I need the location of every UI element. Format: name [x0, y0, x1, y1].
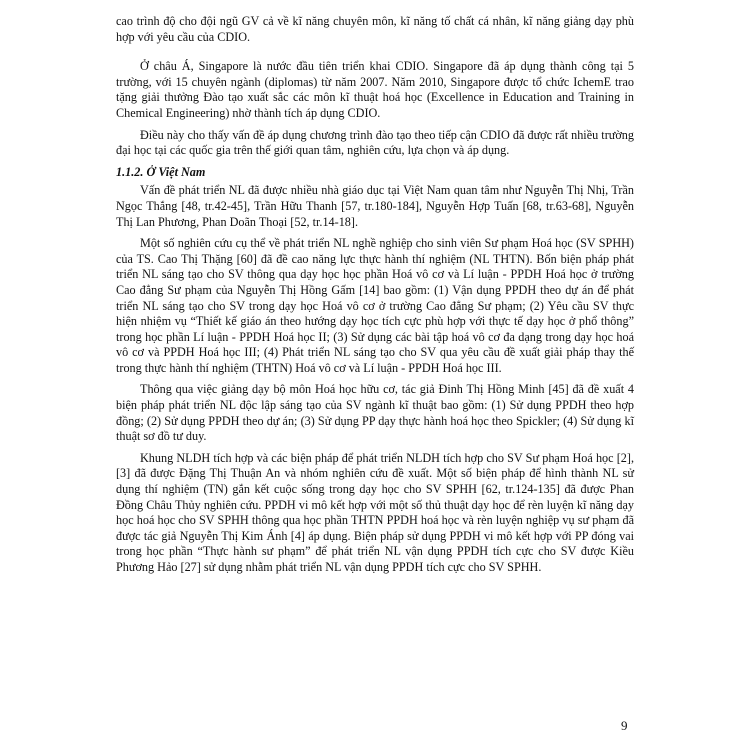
- page-number: 9: [621, 718, 628, 733]
- paragraph-research-measures: Một số nghiên cứu cụ thể về phát triển NL nghề nghiệp cho sinh viên Sư phạm Hoá học (SV SPHH) của TS. Cao Thị Thặng [60] đã đề cao năng lực thực hành thí nghiệm (NL THTN). Bốn biện pháp phát triển NL sáng tạo cho SV thông qua dạy học học phần Hoá vô cơ và Lí luận - PPDH Hoá học ở trường Cao đẳng Sư phạm của Nguyễn Thị Hồng Gấm [14] bao gồm: (1) Vận dụng PPDH theo dự án để phát triển NL sáng tạo cho SV trong dạy học Hoá vô cơ ở trường Cao đẳng Sư phạm; (2) Yêu cầu SV thực hiện nhiệm vụ “Thiết kế giáo án theo hướng dạy học tích cực phù hợp với thực tế dạy học ở phổ thông” trong học phần Lí luận - PPDH Hoá học II; (3) Sử dụng các bài tập hoá vô cơ đa dạng trong dạy học hoá vô cơ và PPDH Hoá học III; (4) Phát triển NL sáng tạo cho SV qua yêu cầu đề xuất giải pháp thay thế trong thực hành thí nghiệm (THTN) Hoá vô cơ và Lí luận - PPDH Hoá học III.: [116, 236, 634, 375]
- paragraph-continuation: cao trình độ cho đội ngũ GV cả về kĩ năng chuyên môn, kĩ năng tố chất cá nhân, kĩ năng giảng dạy phù hợp với yêu cầu của CDIO.: [116, 14, 634, 44]
- paragraph-integrated-framework: Khung NLDH tích hợp và các biện pháp để phát triển NLDH tích hợp cho SV Sư phạm Hoá học [2], [3] đã được Đặng Thị Thuận An và nhóm nghiên cứu đề xuất. Một số biện pháp để hình thành NL sử dụng thí nghiệm (TN) gắn kết cuộc sống trong dạy học cho SV SPHH [62, tr.124-135] đã được Phan Đồng Châu Thủy nghiên cứu. PPDH vi mô kết hợp với một số thủ thuật dạy học để rèn luyện kĩ năng dạy học hoá học cho SV SPHH thông qua học phần THTN PPDH hoá học và rèn luyện nghiệp vụ sư phạm đã được tác giả Nguyễn Thị Kim Ánh [4] áp dụng. Biện pháp sử dụng PPDH vi mô kết hợp với PP đóng vai trong học phần “Thực hành sư phạm” để phát triển NL vận dụng PPDH tích cực cho SV được Kiều Phương Hảo [27] sử dụng nhằm phát triển NL vận dụng PPDH tích cực cho SV SPHH.: [116, 450, 634, 574]
- paragraph-singapore: Ở châu Á, Singapore là nước đầu tiên triển khai CDIO. Singapore đã áp dụng thành công tại 5 trường, với 15 chuyên ngành (diplomas) từ năm 2007. Năm 2010, Singapore được tổ chức IchemE trao tặng giải thưởng Đào tạo xuất sắc các môn kĩ thuật hoá học (Excellence in Education and Training in Chemical Engineering) nhờ thành tích áp dụng CDIO.: [116, 59, 634, 120]
- paragraph-organic-chemistry: Thông qua việc giảng dạy bộ môn Hoá học hữu cơ, tác giả Đinh Thị Hồng Minh [45] đã đề xuất 4 biện pháp phát triển NL độc lập sáng tạo của SV ngành kĩ thuật bao gồm: (1) Sử dụng PPDH theo hợp đồng; (2) Sử dụng PPDH theo dự án; (3) Sử dụng PP dạy thực hành hoá học theo Spickler; (4) Sử dụng kĩ thuật sơ đồ tư duy.: [116, 382, 634, 444]
- page-body: [116, 14, 634, 582]
- paragraph-vietnam-intro: Vấn đề phát triển NL đã được nhiều nhà giáo dục tại Việt Nam quan tâm như Nguyễn Thị Nhị, Trần Ngọc Thắng [48, tr.42-45], Trần Hữu Thanh [57, tr.180-184], Nguyễn Hợp Tuấn [68, tr.63-68], Nguyễn Thị Lan Phương, Phan Doãn Thoại [52, tr.14-18].: [116, 183, 634, 229]
- paragraph-cdio-summary: Điều này cho thấy vấn đề áp dụng chương trình đào tạo theo tiếp cận CDIO đã được rất nhiều trường đại học tại các quốc gia trên thế giới quan tâm, nghiên cứu, lựa chọn và áp dụng.: [116, 127, 634, 158]
- section-heading: 1.1.2. Ở Việt Nam: [116, 164, 206, 179]
